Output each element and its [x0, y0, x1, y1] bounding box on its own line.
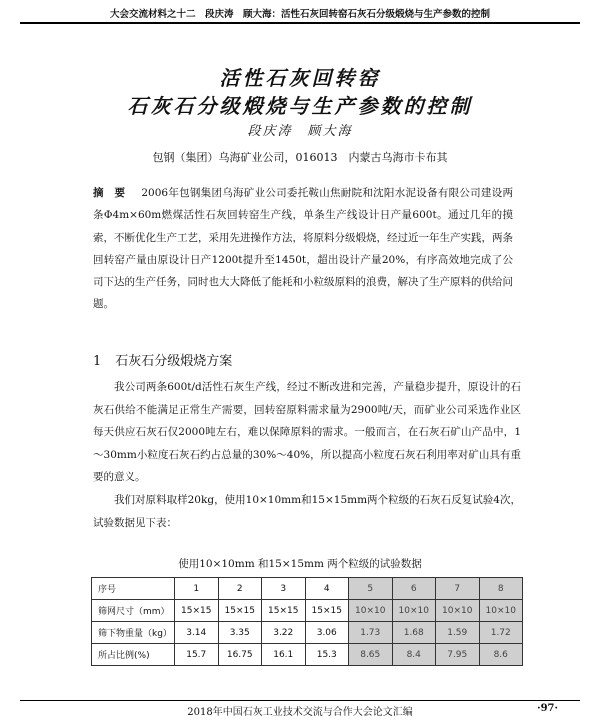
- page-number: ·97·: [537, 703, 558, 714]
- table-row: [92, 644, 523, 666]
- table-cell: 3: [262, 578, 306, 600]
- table-row: [92, 622, 523, 644]
- table-cell: 8.6: [479, 644, 523, 666]
- running-header: 大会交流材料之十二 段庆涛 顾大海：活性石灰回转窑石灰石分级煅烧与生产参数的控制: [20, 6, 580, 24]
- table-cell: 1.73: [349, 622, 393, 644]
- table-row-label: 筛下物重量（kg）: [92, 622, 175, 644]
- table-caption: 使用10×10mm 和15×15mm 两个粒级的试验数据: [178, 558, 422, 570]
- section-number: 1: [93, 354, 102, 369]
- table-cell: 7: [436, 578, 480, 600]
- table-cell: 16.1: [262, 644, 306, 666]
- table-cell: 10×10: [349, 600, 393, 622]
- footer: [20, 700, 580, 718]
- paragraph-2: [93, 489, 521, 534]
- title-line-1: 活性石灰回转窑: [219, 66, 381, 90]
- table-cell: 1.68: [392, 622, 436, 644]
- table-cell: 3.35: [218, 622, 262, 644]
- table-cell: 8.4: [392, 644, 436, 666]
- table-cell: 8.65: [349, 644, 393, 666]
- table-row-label: 序号: [92, 578, 175, 600]
- table-cell: 15×15: [175, 600, 219, 622]
- table-cell: 15.3: [305, 644, 349, 666]
- table-cell: 7.95: [436, 644, 480, 666]
- table-cell: 2: [218, 578, 262, 600]
- authors: 段庆涛 顾大海: [247, 124, 353, 139]
- table-cell: 10×10: [479, 600, 523, 622]
- title-line-2: 石灰石分级煅烧与生产参数的控制: [127, 94, 473, 118]
- table-cell: 1.59: [436, 622, 480, 644]
- table-row-label: 筛网尺寸（mm）: [92, 600, 175, 622]
- data-table: [91, 577, 523, 666]
- table-cell: 15.7: [175, 644, 219, 666]
- abstract: [93, 182, 513, 316]
- footer-title: 2018年中国石灰工业技术交流与合作大会论文汇编: [187, 707, 413, 718]
- table-cell: 10×10: [392, 600, 436, 622]
- table-row-label: 所占比例(%): [92, 644, 175, 666]
- paragraph-1-text: 我公司两条600t/d活性石灰生产线，经过不断改进和完善，产量稳步提升，原设计的石灰石供给不能满足正常生产需要，回转窑原料需求量为2900吨/天，而矿业公司采选作业区每天供应石灰石仅2000吨左右，难以保障原料的需求。一般而言，在石灰石矿山产品中，1～30mm小粒度石灰石约占总量的30%～40%，所以提高小粒度石灰石利用率对矿山具有重要的意义。: [93, 381, 521, 484]
- table-row: [92, 578, 523, 600]
- table-cell: 5: [349, 578, 393, 600]
- table-cell: 1.72: [479, 622, 523, 644]
- table-cell: 1: [175, 578, 219, 600]
- section-heading: [93, 350, 232, 369]
- table-cell: 16.75: [218, 644, 262, 666]
- table-cell: 8: [479, 578, 523, 600]
- table-cell: 3.06: [305, 622, 349, 644]
- table-cell: 6: [392, 578, 436, 600]
- table-cell: 4: [305, 578, 349, 600]
- table-cell: 15×15: [305, 600, 349, 622]
- affiliation: 包钢（集团）乌海矿业公司，016013 内蒙古乌海市卡布其: [152, 151, 448, 164]
- paragraph-1: [93, 376, 521, 489]
- table-row: [92, 600, 523, 622]
- table-cell: 3.14: [175, 622, 219, 644]
- section-title: 石灰石分级煅烧方案: [115, 354, 233, 369]
- table-cell: 3.22: [262, 622, 306, 644]
- abstract-label: 摘 要: [93, 187, 126, 199]
- table-cell: 15×15: [262, 600, 306, 622]
- table-cell: 15×15: [218, 600, 262, 622]
- abstract-text: 2006年包钢集团乌海矿业公司委托鞍山焦耐院和沈阳水泥设备有限公司建设两条Φ4m×60m燃煤活性石灰回转窑生产线，单条生产线设计日产量600t。通过几年的摸索，不断优化生产工艺，采用先进操作方法，将原料分级煅烧，经过近一年生产实践，两条回转窑产量由原设计日产1200t提升至1450t，超出设计产量20%，有序高效地完成了公司下达的生产任务，同时也大大降低了能耗和小粒级原料的浪费，解决了生产原料的供给问题。: [93, 187, 513, 311]
- table-cell: 10×10: [436, 600, 480, 622]
- paragraph-2-text: 我们对原料取样20kg，使用10×10mm和15×15mm两个粒级的石灰石反复试验4次，试验数据见下表：: [93, 494, 521, 529]
